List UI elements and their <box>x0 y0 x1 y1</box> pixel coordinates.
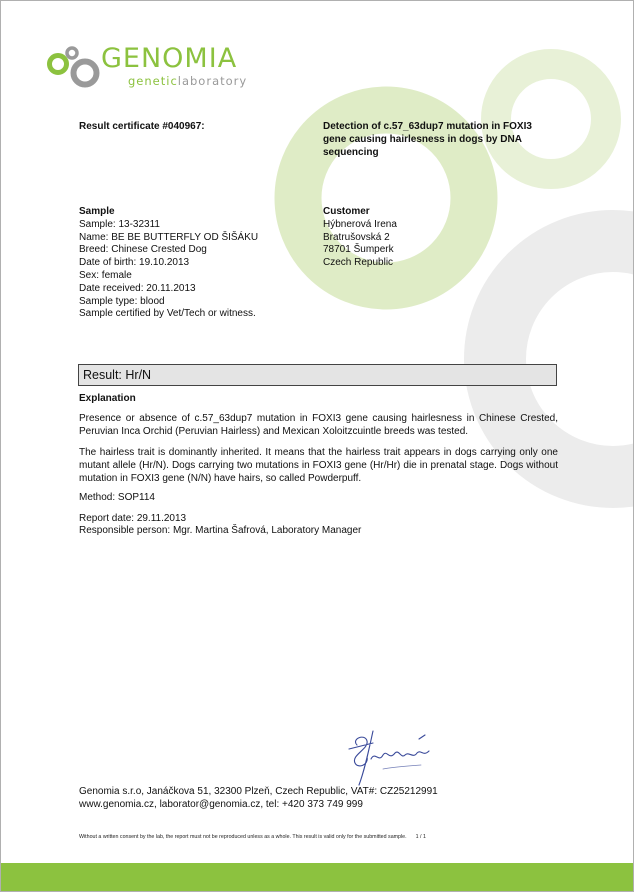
signature <box>343 729 433 787</box>
sample-line: Name: BE BE BUTTERFLY OD ŠIŠÁKU <box>79 231 259 243</box>
sample-line: Sample certified by Vet/Tech or witness. <box>79 308 256 320</box>
sample-heading: Sample <box>79 206 115 217</box>
disclaimer <box>79 834 559 841</box>
company-contacts: www.genomia.cz, laborator@genomia.cz, tel: +420 373 749 999 <box>79 799 363 810</box>
test-title-line: sequencing <box>323 146 379 158</box>
company-footer <box>79 785 438 811</box>
certificate-number: Result certificate #040967: <box>79 121 205 132</box>
responsible-person: Responsible person: Mgr. Martina Šafrová, Laboratory Manager <box>79 525 362 536</box>
test-title <box>323 121 563 159</box>
test-title-line: Detection of c.57_63dup7 mutation in FOXI3 <box>323 121 532 132</box>
customer-line: Czech Republic <box>323 257 394 269</box>
page-number: 1 / 1 <box>415 834 426 840</box>
explanation-paragraph: Presence or absence of c.57_63dup7 mutation in FOXI3 gene causing hairlesness in Chinese Crested, Peruvian Inca Orchid (Peruvian Hairless) and Mexican Xoloitzcuintle breeds was tested. <box>79 413 558 437</box>
explanation-paragraph: The hairless trait is dominantly inherited. It means that the hairless trait appears in dogs carrying only one mutant allele (Hr/N). Dogs carrying two mutations in FOXI3 gene (Hr/Hr) die in prenatal stage. Dogs without mutation in FOXI3 gene (N/N) have hairs, so called Powderpuff. <box>79 447 558 484</box>
sample-section <box>79 206 319 321</box>
sample-line: Sample: 13-32311 <box>79 218 160 230</box>
method-line: Method: SOP114 <box>79 492 155 503</box>
company-address: Genomia s.r.o, Janáčkova 51, 32300 Plzeň, Czech Republic, VAT#: CZ25212991 <box>79 786 438 797</box>
customer-line: Hýbnerová Irena <box>323 218 397 230</box>
genomia-logo <box>46 43 276 95</box>
large-gray-ring <box>495 241 634 477</box>
report-date: Report date: 29.11.2013 <box>79 513 187 524</box>
sample-line: Sex: female <box>79 269 132 281</box>
sample-line: Date received: 20.11.2013 <box>79 282 196 294</box>
explanation-heading: Explanation <box>79 393 136 404</box>
sample-line: Sample type: blood <box>79 295 165 307</box>
test-title-line: gene causing hairlesness in dogs by DNA <box>323 133 522 145</box>
bottom-green-bar <box>1 863 634 892</box>
logo-subtitle-laboratory: laboratory <box>177 74 248 88</box>
logo-subtitle <box>128 74 247 88</box>
genomia-circles-icon <box>46 43 104 95</box>
sample-line: Date of birth: 19.10.2013 <box>79 257 190 269</box>
customer-line: 78701 Šumperk <box>323 244 394 256</box>
customer-section <box>323 206 523 270</box>
logo-subtitle-genetic: genetic <box>128 74 178 88</box>
logo-wordmark: GENOMIA <box>101 43 238 74</box>
customer-heading: Customer <box>323 206 370 217</box>
disclaimer-text: Without a written consent by the lab, the report must not be reproduced unless as a whole. This result is valid only for the submitted sample. <box>79 834 407 840</box>
sample-line: Breed: Chinese Crested Dog <box>79 244 207 256</box>
result-box: Result: Hr/N <box>78 364 557 386</box>
customer-line: Bratrušovská 2 <box>323 231 390 243</box>
